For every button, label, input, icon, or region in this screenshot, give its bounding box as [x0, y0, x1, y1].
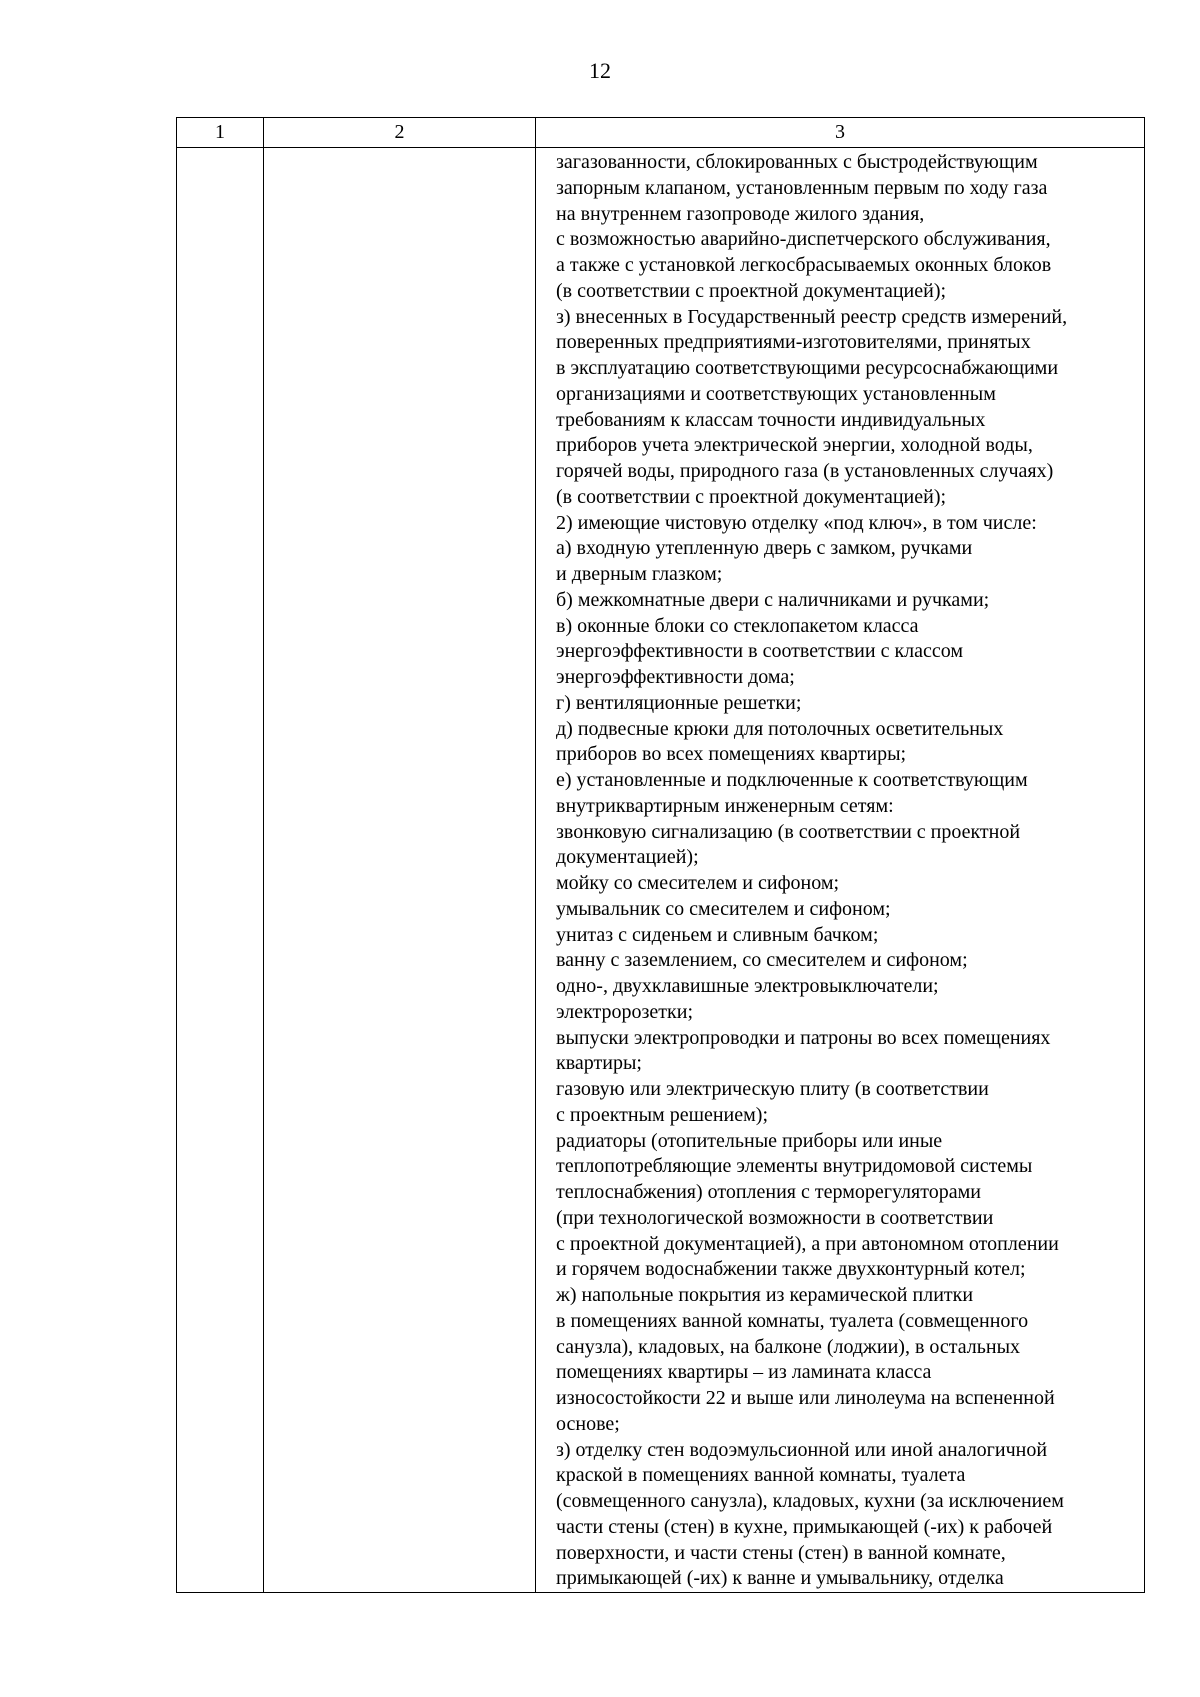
text-line: а) входную утепленную дверь с замком, ручками	[556, 537, 973, 560]
text-line: организациями и соответствующих установленным	[556, 382, 996, 405]
column-header-3: 3	[536, 118, 1145, 148]
text-line: унитаз с сиденьем и сливным бачком;	[556, 923, 879, 946]
text-line: д) подвесные крюки для потолочных осветительных	[556, 717, 1004, 740]
text-line: примыкающей (-их) к ванне и умывальнику, отделка	[556, 1567, 1004, 1590]
text-line: приборов учета электрической энергии, холодной воды,	[556, 434, 1033, 457]
cell-column-3	[536, 148, 1145, 1593]
text-line: приборов во всех помещениях квартиры;	[556, 743, 907, 766]
text-line: мойку со смесителем и сифоном;	[556, 872, 840, 894]
text-line: краской в помещениях ванной комнаты, туалета	[556, 1464, 966, 1487]
text-line: звонковую сигнализацию (в соответствии с проектной	[556, 820, 1021, 843]
text-line: санузла), кладовых, на балконе (лоджии), в остальных	[556, 1335, 1021, 1358]
text-line: одно-, двухклавишные электровыключатели;	[556, 975, 939, 997]
text-line: износостойкости 22 и выше или линолеума на вспененной	[556, 1387, 1055, 1409]
text-line: запорным клапаном, установленным первым по ходу газа	[556, 176, 1048, 199]
text-line: (в соответствии с проектной документацией);	[556, 279, 947, 302]
text-line: (при технологической возможности в соответствии	[556, 1206, 994, 1229]
text-line: основе;	[556, 1412, 620, 1435]
text-line: (совмещенного санузла), кладовых, кухни (за исключением	[556, 1490, 1064, 1512]
text-line: документацией);	[556, 846, 699, 869]
cell-column-2	[264, 148, 536, 1593]
table-row	[177, 148, 1145, 1593]
text-line: ванну с заземлением, со смесителем и сифоном;	[556, 949, 968, 972]
text-line: газовую или электрическую плиту (в соответствии	[556, 1078, 989, 1100]
text-line: внутриквартирным инженерным сетям:	[556, 794, 894, 817]
text-line: с проектной документацией), а при автономном отоплении	[556, 1232, 1059, 1255]
text-line: с возможностью аварийно-диспетчерского обслуживания,	[556, 228, 1051, 251]
text-line: части стены (стен) в кухне, примыкающей (-их) к рабочей	[556, 1515, 1053, 1538]
text-line: горячей воды, природного газа (в установленных случаях)	[556, 460, 1054, 482]
text-line: поверхности, и части стены (стен) в ванной комнате,	[556, 1541, 1006, 1564]
text-line: ж) напольные покрытия из керамической плитки	[556, 1284, 974, 1306]
text-line: (в соответствии с проектной документацией);	[556, 485, 947, 508]
text-line: б) межкомнатные двери с наличниками и ручками;	[556, 588, 990, 611]
text-line: в) оконные блоки со стеклопакетом класса	[556, 614, 919, 637]
text-line: в помещениях ванной комнаты, туалета (совмещенного	[556, 1309, 1029, 1332]
text-line: теплоснабжения) отопления с терморегуляторами	[556, 1181, 981, 1203]
text-line: умывальник со смесителем и сифоном;	[556, 897, 891, 920]
text-line: требованиям к классам точности индивидуальных	[556, 408, 986, 431]
text-line: радиаторы (отопительные приборы или иные	[556, 1129, 943, 1152]
text-line: и горячем водоснабжении также двухконтурный котел;	[556, 1258, 1026, 1281]
page-number: 12	[589, 58, 611, 83]
text-line: энергоэффективности в соответствии с классом	[556, 640, 964, 663]
text-line: и дверным глазком;	[556, 563, 723, 585]
column-header-2: 2	[264, 118, 536, 148]
text-line: з) внесенных в Государственный реестр средств измерений,	[556, 305, 1068, 328]
text-line: энергоэффективности дома;	[556, 666, 795, 688]
column-3-text	[536, 148, 1144, 1592]
text-line: загазованности, сблокированных с быстродействующим	[556, 151, 1038, 173]
text-line: электророзетки;	[556, 1000, 694, 1023]
text-line: на внутреннем газопроводе жилого здания,	[556, 202, 925, 225]
cell-column-1	[177, 148, 264, 1593]
text-line: выпуски электропроводки и патроны во всех помещениях	[556, 1026, 1051, 1049]
text-line: в эксплуатацию соответствующими ресурсоснабжающими	[556, 357, 1059, 379]
text-line: 2) имеющие чистовую отделку «под ключ», в том числе:	[556, 511, 1037, 534]
text-line: квартиры;	[556, 1052, 642, 1075]
text-line: помещениях квартиры – из ламината класса	[556, 1361, 932, 1384]
text-line: а также с установкой легкосбрасываемых оконных блоков	[556, 254, 1052, 276]
column-header-1: 1	[177, 118, 264, 148]
text-line: поверенных предприятиями-изготовителями, принятых	[556, 331, 1031, 354]
text-line: г) вентиляционные решетки;	[556, 691, 802, 714]
text-line: з) отделку стен водоэмульсионной или иной аналогичной	[556, 1438, 1048, 1461]
table-header-row	[177, 118, 1145, 148]
text-line: теплопотребляющие элементы внутридомовой системы	[556, 1155, 1033, 1178]
text-line: с проектным решением);	[556, 1103, 769, 1126]
text-line: е) установленные и подключенные к соответствующим	[556, 769, 1028, 791]
document-table	[176, 117, 1145, 1593]
